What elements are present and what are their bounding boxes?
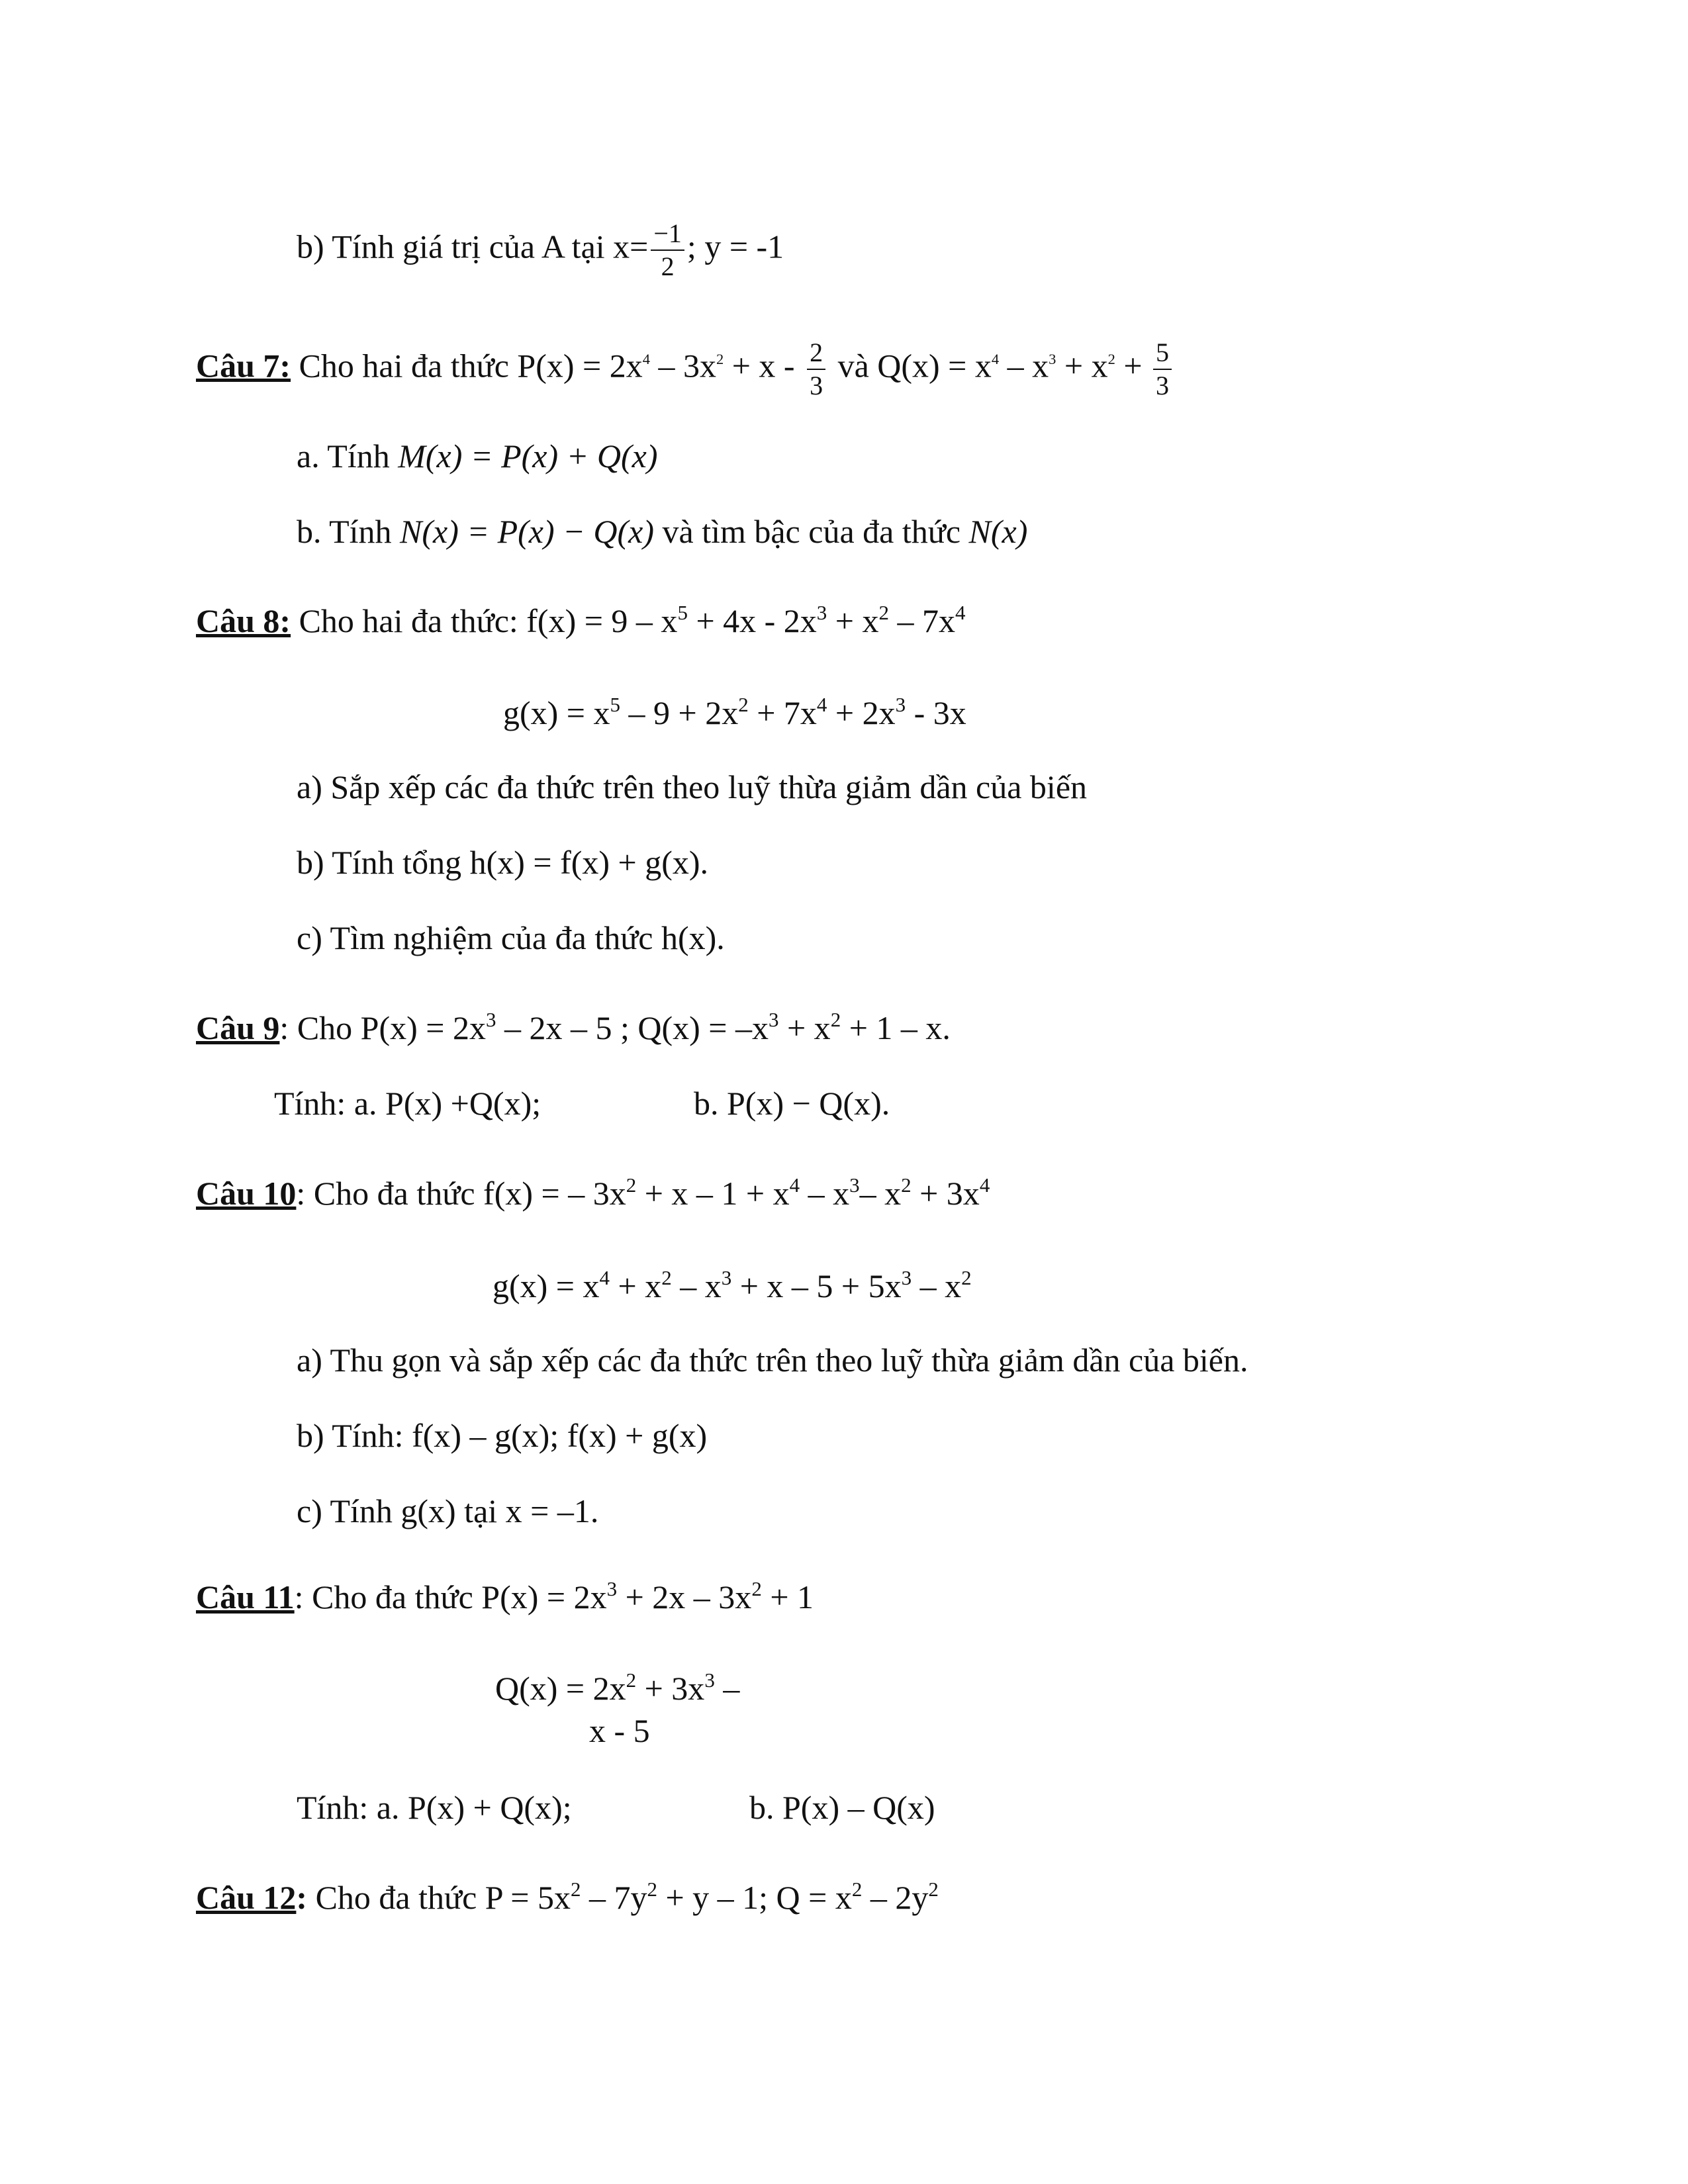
q8-g-polynomial: $g(x) = x^5 - 9 + 2x^2 + 7x^4 + 2x^3 - 3x$: [503, 692, 966, 731]
q9-statement: Câu 9: Cho $P(x) = 2x^3 - 2x - 5$ ; $Q(x) = -x^3 + x^2 + 1 - x$.: [196, 1007, 951, 1046]
q7-label: Câu 7:: [196, 347, 291, 385]
q8-statement: Câu 8: Cho hai đa thức: $f(x) = 9 - x^5 + 4x - 2x^3 + x^2 - 7x^4$: [196, 600, 966, 639]
q9-label: Câu 9: [196, 1009, 280, 1046]
q8-part-a: a) Sắp xếp các đa thức trên theo luỹ thừa giảm dần của biến: [297, 768, 1088, 805]
q8-label: Câu 8:: [196, 602, 291, 639]
q11-q-polynomial-cont: x - 5: [589, 1712, 650, 1749]
q10-label: Câu 10: [196, 1175, 297, 1212]
q9-tasks: Tính: a. P(x) +Q(x); b. P(x) − Q(x).: [274, 1085, 890, 1122]
q11-tasks: Tính: a. P(x) + Q(x); b. P(x) – Q(x): [297, 1789, 935, 1826]
q8-part-b: b) Tính tổng h(x) = f(x) + g(x).: [297, 844, 709, 881]
q10-part-c: c) Tính g(x) tại x = –1.: [297, 1492, 599, 1529]
q11-q-polynomial: $Q(x) = 2x^2 + 3x^3$ –: [495, 1668, 740, 1707]
q10-g-polynomial: $g(x) = x^4 + x^2 - x^3 + x - 5 + 5x^3 - x^2$: [492, 1265, 972, 1304]
q10-part-a: a) Thu gọn và sắp xếp các đa thức trên theo luỹ thừa giảm dần của biến.: [297, 1342, 1248, 1379]
q7-part-a: a. Tính M(x) = P(x) + Q(x): [297, 437, 658, 475]
q7-statement: Câu 7: Cho hai đa thức $P(x) = 2x^4 - 3x^2 + x$ - $\frac{2}{3}$ và $Q(x) = x^4 - x^3 + x^2$ + $\frac{5}{3}$: [196, 340, 1174, 399]
q11-label: Câu 11: [196, 1578, 295, 1615]
fraction-five-thirds: $\frac{5}{3}$: [1153, 340, 1172, 399]
fraction-two-thirds: $\frac{2}{3}$: [807, 340, 825, 399]
q8-part-c: c) Tìm nghiệm của đa thức h(x).: [297, 919, 725, 956]
q6-part-b: b) Tính giá trị của A tại x= $\frac{-1}{2}$ ; y = -1: [297, 218, 784, 281]
q12-statement: Câu 12: Cho đa thức $P = 5x^2 - 7y^2 + y - 1$; $Q = x^2 - 2y^2$: [196, 1877, 939, 1916]
q7-part-b: b. Tính N(x) = P(x) − Q(x) và tìm bậc của đa thức N(x): [297, 513, 1028, 550]
fraction-x-value: $\frac{-1}{2}$: [651, 220, 684, 280]
q12-label: Câu 12: [196, 1879, 297, 1916]
q11-statement: Câu 11: Cho đa thức $P(x) = 2x^3 + 2x - 3x^2 + 1$: [196, 1576, 814, 1615]
q10-statement: Câu 10: Cho đa thức f(x) = – $3x^2 + x - 1 + x^4 - x^3-$ $x^2 + 3x^4$: [196, 1173, 990, 1212]
q10-part-b: b) Tính: f(x) – g(x); f(x) + g(x): [297, 1417, 708, 1454]
